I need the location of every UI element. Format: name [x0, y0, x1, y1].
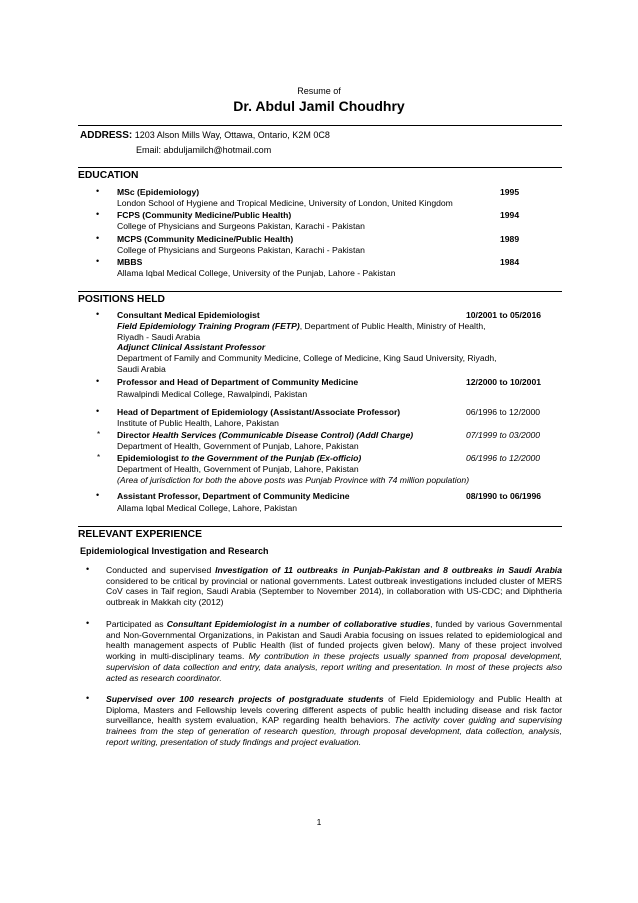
- experience-item: [106, 619, 562, 683]
- text-part: Conducted and supervised: [106, 565, 216, 575]
- experience-subheading: Epidemiological Investigation and Research: [80, 546, 269, 556]
- adjunct-title: Adjunct Clinical Assistant Professor: [117, 342, 266, 353]
- bullet-icon: •: [86, 618, 90, 628]
- position-item: [117, 310, 497, 375]
- position-location: Riyadh - Saudi Arabia: [117, 331, 201, 342]
- position-dates: 12/2000 to 10/2001: [466, 377, 542, 387]
- position-title: Professor and Head of Department of Community Medicine: [117, 377, 359, 387]
- bullet-icon: •: [96, 233, 100, 243]
- bullet-icon: •: [96, 256, 100, 266]
- title-part: Epidemiologist: [117, 453, 181, 463]
- experience-item: [106, 694, 562, 748]
- position-item: [117, 430, 413, 452]
- bullet-icon: •: [96, 186, 100, 196]
- text-emphasis: Supervised over 100 research projects of postgraduate students: [106, 694, 384, 704]
- degree-name: MCPS (Community Medicine/Public Health): [117, 234, 294, 244]
- text-part: of Field Epidemiology and Public Health at Diploma, Masters and Fellowship levels covering different aspects of public health including disease and risk factor surveillance, health system evaluation, KAP regarding health behaviors.: [106, 694, 563, 726]
- position-org: Department of Family and Community Medicine, College of Medicine, King Saud University, Riyadh,: [117, 353, 497, 364]
- degree-name: MBBS: [117, 257, 143, 267]
- text-emphasis: Consultant Epidemiologist in a number of collaborative studies: [166, 619, 431, 629]
- position-dates: 10/2001 to 05/2016: [466, 310, 542, 320]
- address-text: 1203 Alson Mills Way, Ottawa, Ontario, K2M 0C8: [134, 130, 330, 140]
- institution-name: Allama Iqbal Medical College, University of the Punjab, Lahore - Pakistan: [117, 267, 396, 278]
- position-title: Assistant Professor, Department of Community Medicine: [117, 491, 350, 501]
- position-dates: 06/1996 to 12/2000: [466, 453, 541, 463]
- education-item: [117, 210, 365, 232]
- degree-year: 1995: [500, 187, 520, 197]
- asterisk-icon: *: [97, 453, 101, 462]
- bullet-icon: •: [96, 309, 100, 319]
- bullet-icon: •: [86, 564, 90, 574]
- email-text: Email: abduljamilch@hotmail.com: [136, 145, 272, 155]
- degree-name: MSc (Epidemiology): [117, 187, 200, 197]
- divider: [78, 291, 562, 292]
- experience-item: [106, 565, 562, 608]
- education-heading: EDUCATION: [78, 170, 139, 181]
- position-title: Consultant Medical Epidemiologist: [117, 310, 260, 320]
- position-dates: 07/1999 to 03/2000: [466, 430, 541, 440]
- position-item: [117, 453, 469, 485]
- address-line: [80, 129, 330, 142]
- bullet-icon: •: [86, 693, 90, 703]
- education-item: [117, 187, 453, 209]
- title-italic: to the Government of the Punjab (Ex-officio): [180, 453, 362, 463]
- position-item: [117, 377, 358, 400]
- position-org: Department of Health, Government of Punjab, Lahore, Pakistan: [117, 440, 359, 451]
- position-item: [117, 491, 350, 514]
- bullet-icon: •: [96, 209, 100, 219]
- position-title: [117, 453, 469, 464]
- position-org: Rawalpindi Medical College, Rawalpindi, Pakistan: [117, 388, 308, 399]
- divider: [78, 125, 562, 126]
- position-title: Head of Department of Epidemiology (Assistant/Associate Professor): [117, 407, 401, 417]
- institution-name: College of Physicians and Surgeons Pakistan, Karachi - Pakistan: [117, 244, 365, 255]
- jurisdiction-note: (Area of jurisdiction for both the above posts was Punjab Province with 74 million population): [117, 474, 470, 485]
- position-title: [117, 430, 413, 441]
- text-part: considered to be critical by provincial or national governments. Latest outbreak investigations included cluster of MERS CoV cases in Taif region, Saudi Arabia (September to November 2014), in collaboration with US-CDC; and Diphtheria outbreak in Makkah city (2012): [106, 575, 562, 608]
- degree-year: 1984: [500, 257, 520, 267]
- position-org: [117, 321, 497, 332]
- address-label: ADDRESS:: [80, 130, 133, 141]
- bullet-icon: •: [96, 490, 100, 500]
- position-org: Department of Health, Government of Punjab, Lahore, Pakistan: [117, 463, 359, 474]
- position-org: Institute of Public Health, Lahore, Pakistan: [117, 417, 279, 428]
- education-item: [117, 234, 365, 256]
- title-part: Director: [117, 430, 153, 440]
- positions-heading: POSITIONS HELD: [78, 294, 165, 305]
- position-dates: 08/1990 to 06/1996: [466, 491, 542, 501]
- text-italic: My contribution in these projects usually spanned from proposal development, supervision of data collection and entry, data analysis, report writing and presentation. In most of these projects also acted as research coordinator.: [106, 651, 563, 683]
- position-location: Saudi Arabia: [117, 363, 166, 374]
- text-italic: The activity cover guiding and supervising trainees from the step of generation of research question, through proposal development, data collection, analysis, report writing, presentation of study findings and project evaluation.: [106, 715, 563, 747]
- education-item: [117, 257, 396, 279]
- position-dates: 06/1996 to 12/2000: [466, 407, 541, 417]
- degree-year: 1989: [500, 234, 520, 244]
- bullet-icon: •: [96, 376, 100, 386]
- text-part: Participated as: [106, 619, 167, 629]
- divider: [78, 167, 562, 168]
- text-emphasis: Investigation of 11 outbreaks in Punjab-Pakistan and 8 outbreaks in Saudi Arabia: [215, 565, 562, 575]
- resume-of-label: Resume of: [297, 86, 341, 96]
- page-number: 1: [316, 817, 322, 827]
- position-org: Allama Iqbal Medical College, Lahore, Pakistan: [117, 502, 298, 513]
- program-rest: , Department of Public Health, Ministry of Health,: [299, 320, 486, 331]
- institution-name: College of Physicians and Surgeons Pakistan, Karachi - Pakistan: [117, 220, 365, 231]
- asterisk-icon: *: [97, 430, 101, 439]
- position-item: [117, 407, 400, 429]
- experience-heading: RELEVANT EXPERIENCE: [78, 529, 202, 540]
- title-italic: Health Services (Communicable Disease Control) (Addl Charge): [152, 430, 414, 440]
- bullet-icon: •: [96, 406, 100, 416]
- program-name: Field Epidemiology Training Program (FETP): [117, 320, 300, 331]
- institution-name: London School of Hygiene and Tropical Medicine, University of London, United Kingdom: [117, 197, 453, 208]
- degree-name: FCPS (Community Medicine/Public Health): [117, 210, 292, 220]
- divider: [78, 526, 562, 527]
- degree-year: 1994: [500, 210, 520, 220]
- person-name: Dr. Abdul Jamil Choudhry: [233, 98, 405, 114]
- text-part: , funded by various Governmental and Non-Governmental Organizations, in Pakistan and Saudi Arabia focusing on issues related to epidemiological and health management aspects of Public Health (list of funded projects given below). Many of these project involved working in multi-disciplinary teams.: [106, 619, 562, 662]
